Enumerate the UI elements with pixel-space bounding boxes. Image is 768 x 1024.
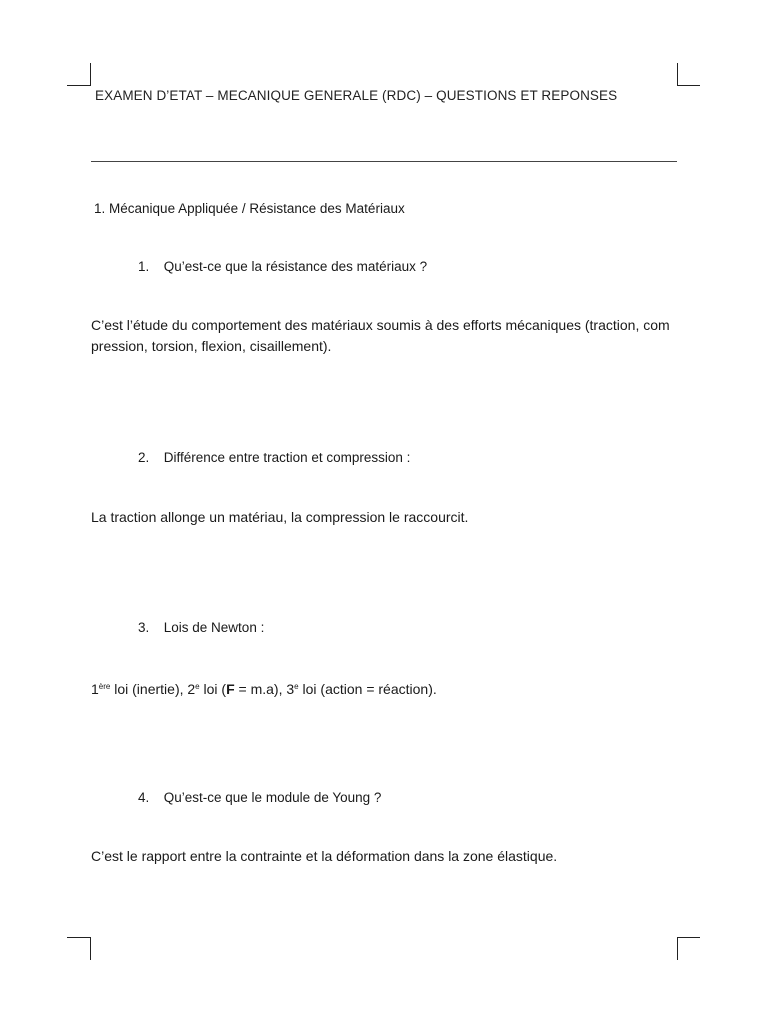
- superscript: e: [294, 682, 299, 691]
- crop-mark-bottom-left: [67, 937, 90, 938]
- question-text: Qu’est-ce que la résistance des matériaux ?: [163, 259, 428, 274]
- section-number: 1.: [94, 201, 106, 216]
- superscript: e: [195, 682, 200, 691]
- document-header: EXAMEN D’ETAT – MECANIQUE GENERALE (RDC) – QUESTIONS ET REPONSES: [95, 88, 618, 103]
- question-number: 4.: [138, 790, 150, 805]
- question-3: [138, 620, 264, 635]
- question-text: Lois de Newton :: [163, 620, 265, 635]
- question-2: [138, 450, 410, 465]
- section-title-text: Mécanique Appliquée / Résistance des Matériaux: [109, 201, 405, 216]
- question-number: 1.: [138, 259, 150, 274]
- question-text: Différence entre traction et compression :: [163, 450, 411, 465]
- question-4: [138, 790, 381, 805]
- answer-text: loi (action = réaction).: [298, 681, 437, 697]
- answer-1: C’est l’étude du comportement des matériaux soumis à des efforts mécaniques (traction, compression, torsion, flexion, cisaillement).: [91, 317, 670, 354]
- crop-mark-top-right: [677, 85, 700, 86]
- force-symbol: F: [226, 681, 235, 697]
- section-title: [94, 201, 405, 216]
- answer-3: [91, 676, 677, 700]
- header-divider: [91, 161, 677, 162]
- crop-mark-top-left: [67, 85, 90, 86]
- answer-2: La traction allonge un matériau, la compression le raccourcit.: [91, 509, 469, 525]
- crop-mark-bottom-right: [677, 937, 700, 938]
- superscript: ère: [98, 682, 111, 691]
- crop-mark-top-right: [677, 63, 678, 86]
- crop-mark-bottom-left: [90, 937, 91, 960]
- crop-mark-top-left: [90, 63, 91, 86]
- crop-mark-bottom-right: [677, 937, 678, 960]
- answer-4: C’est le rapport entre la contrainte et la déformation dans la zone élastique.: [91, 848, 558, 864]
- answer-text: loi (: [199, 681, 227, 697]
- question-number: 2.: [138, 450, 150, 465]
- question-number: 3.: [138, 620, 150, 635]
- answer-text: loi (inertie), 2: [110, 681, 196, 697]
- answer-text: = m.a), 3: [234, 681, 295, 697]
- answer-text: 1: [91, 681, 99, 697]
- question-text: Qu’est-ce que le module de Young ?: [163, 790, 382, 805]
- question-1: [138, 259, 427, 274]
